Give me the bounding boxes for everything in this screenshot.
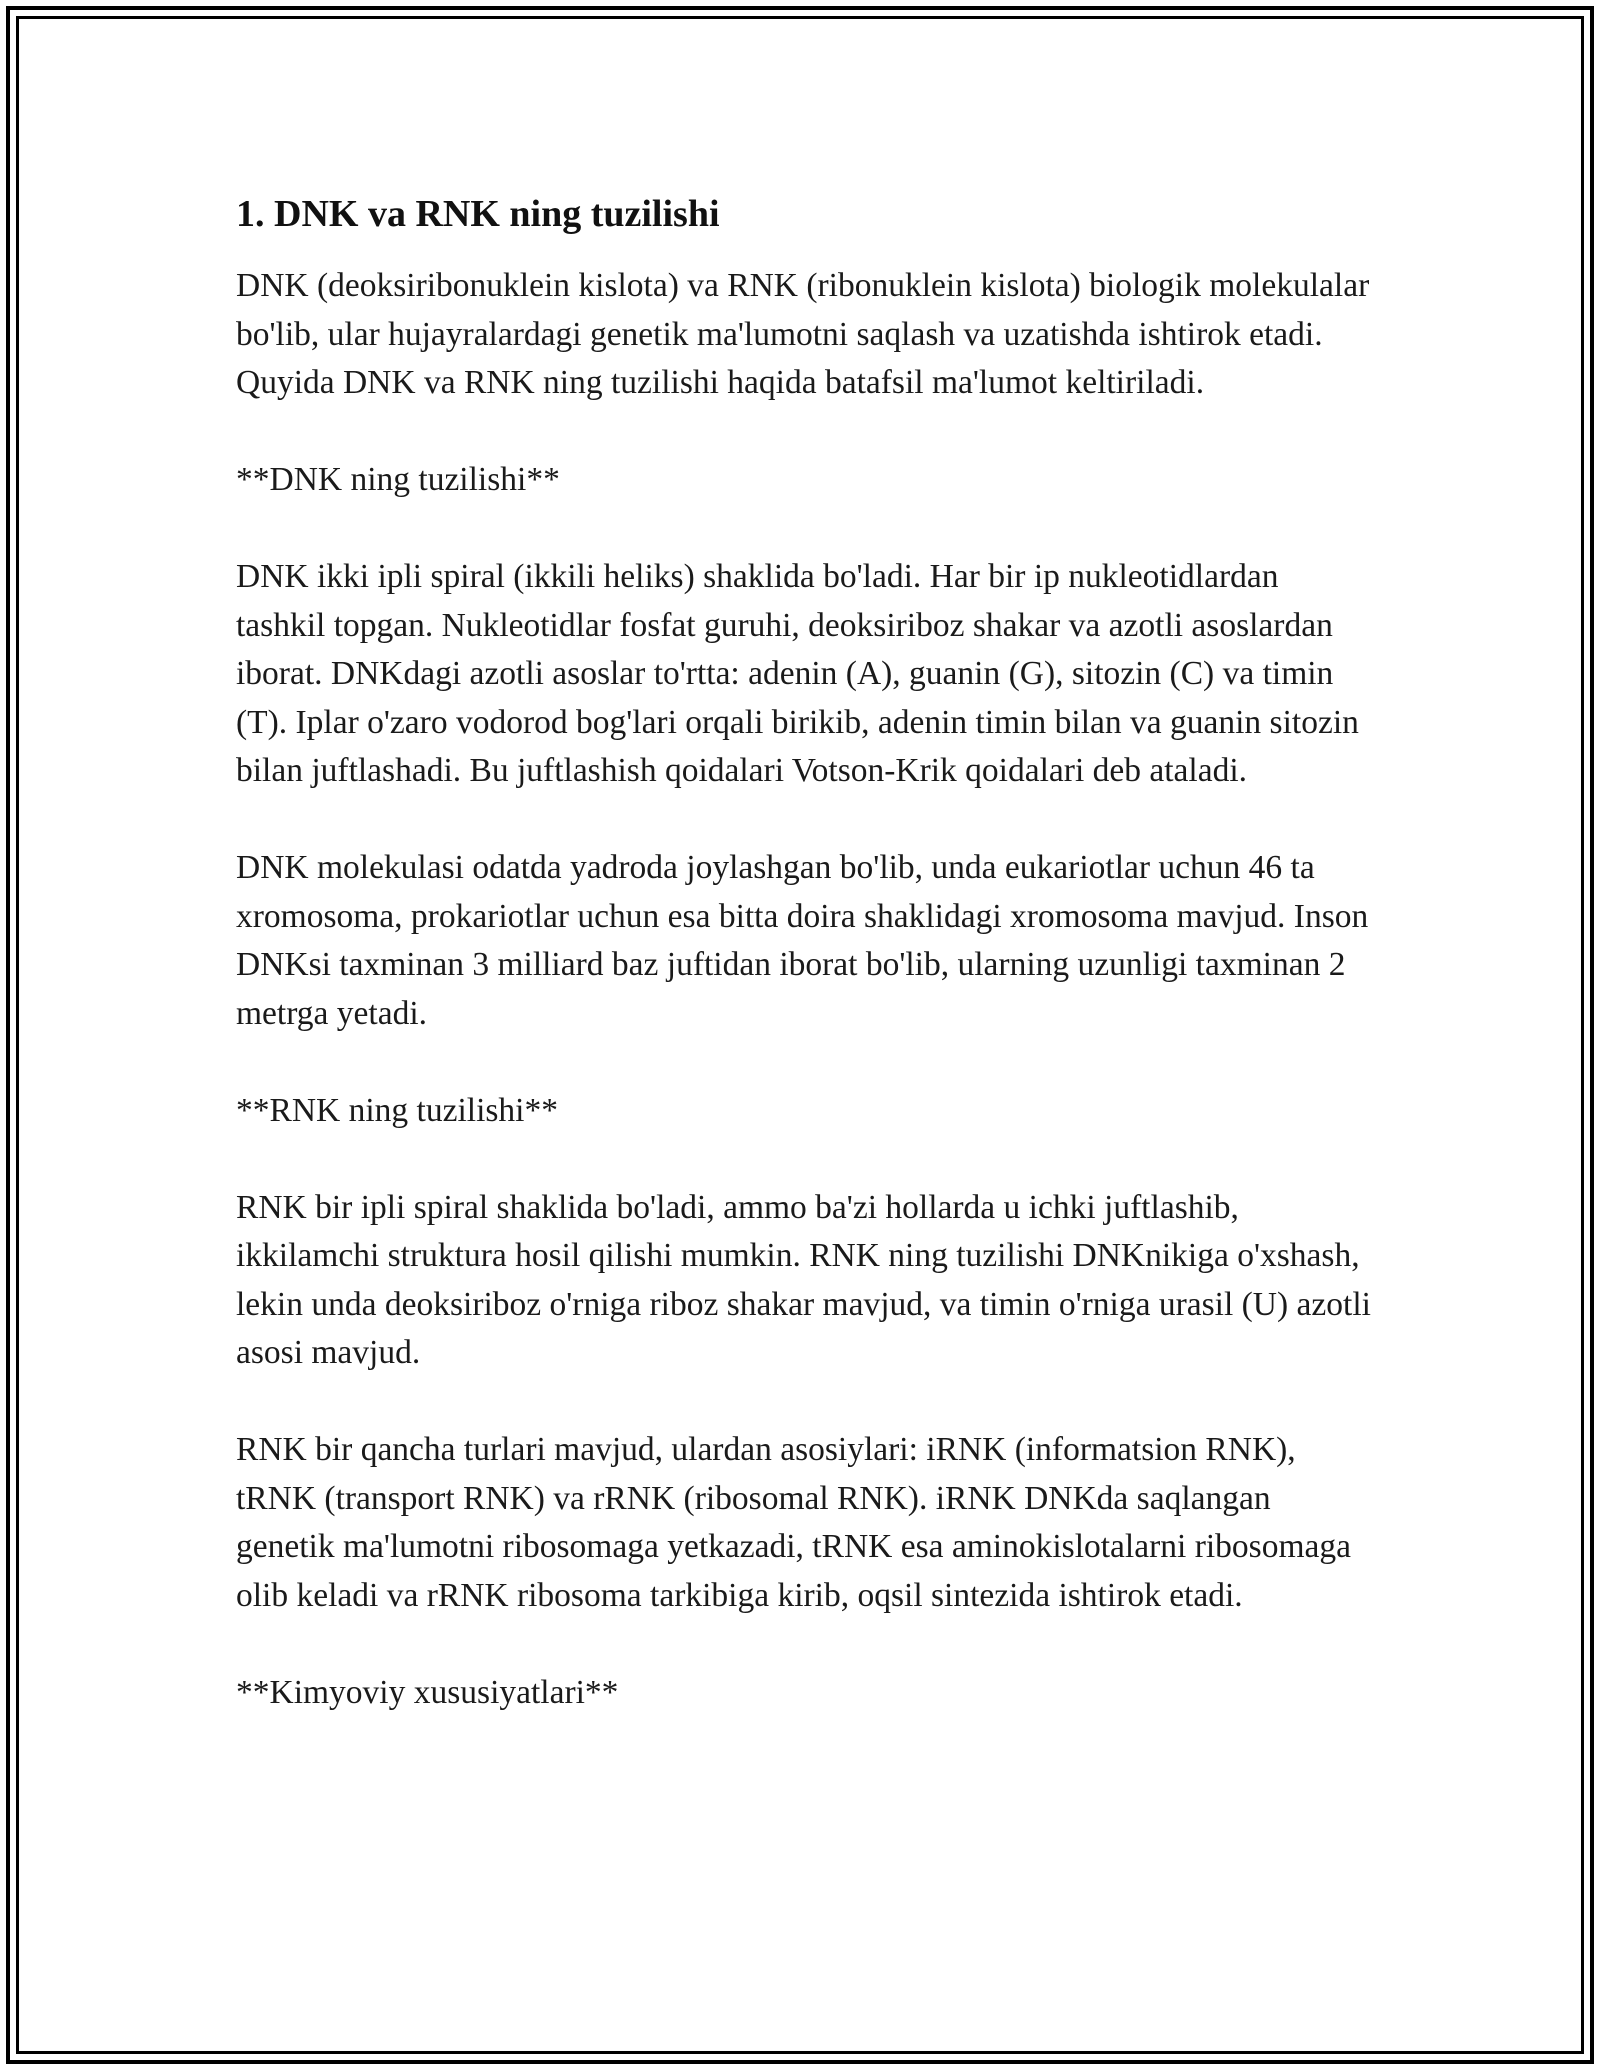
section-heading-chemical: **Kimyoviy xususiyatlari** [236, 1673, 619, 1711]
paragraph-spacer [236, 408, 1376, 457]
document-body [236, 188, 1376, 1717]
dnk-structure-paragraph: DNK ikki ipli spiral (ikkili heliks) shaklida bo'ladi. Har bir ip nukleotidlardan tashkil topgan. Nukleotidlar fosfat guruhi, deoksiriboz shakar va azotli asoslardan iborat. DNKdagi azotli asoslar to'rtta: adenin (A), guanin (G), sitozin (C) va timin (T). Iplar o'zaro vodorod bog'lari orqali birikib, adenin timin bilan va guanin sitozin bilan juftlashadi. Bu juftlashish qoidalari Votson-Krik qoidalari deb ataladi. [236, 558, 1359, 789]
paragraph-spacer [236, 1038, 1376, 1087]
paragraph-spacer [236, 1620, 1376, 1669]
paragraph-spacer [236, 796, 1376, 845]
section-heading-rnk: **RNK ning tuzilishi** [236, 1091, 558, 1129]
rnk-structure-paragraph: RNK bir ipli spiral shaklida bo'ladi, ammo ba'zi hollarda u ichki juftlashib, ikkilamchi struktura hosil qilishi mumkin. RNK ning tuzilishi DNKnikiga o'xshash, lekin unda deoksiriboz o'rniga riboz shakar mavjud, va timin o'rniga urasil (U) azotli asosi mavjud. [236, 1188, 1371, 1371]
dnk-location-paragraph: DNK molekulasi odatda yadroda joylashgan bo'lib, unda eukariotlar uchun 46 ta xromosoma, prokariotlar uchun esa bitta doira shaklidagi xromosoma mavjud. Inson DNKsi taxminan 3 milliard baz juftidan iborat bo'lib, ularning uzunligi taxminan 2 metrga yetadi. [236, 849, 1369, 1032]
paragraph-spacer [236, 1378, 1376, 1427]
paragraph-spacer [236, 1135, 1376, 1184]
rnk-types-paragraph: RNK bir qancha turlari mavjud, ulardan asosiylari: iRNK (informatsion RNK), tRNK (transport RNK) va rRNK (ribosomal RNK). iRNK DNKda saqlangan genetik ma'lumotni ribosomaga yetkazadi, tRNK esa aminokislotalarni ribosomaga olib keladi va rRNK ribosoma tarkibiga kirib, oqsil sintezida ishtirok etadi. [236, 1431, 1351, 1614]
intro-paragraph: DNK (deoksiribonuklein kislota) va RNK (ribonuklein kislota) biologik molekulalar bo'lib, ular hujayralardagi genetik ma'lumotni saqlash va uzatishda ishtirok etadi. Quyida DNK va RNK ning tuzilishi haqida batafsil ma'lumot keltiriladi. [236, 267, 1370, 401]
page-title: 1. DNK va RNK ning tuzilishi [236, 193, 720, 235]
section-heading-dnk: **DNK ning tuzilishi** [236, 461, 560, 498]
paragraph-spacer [236, 505, 1376, 554]
